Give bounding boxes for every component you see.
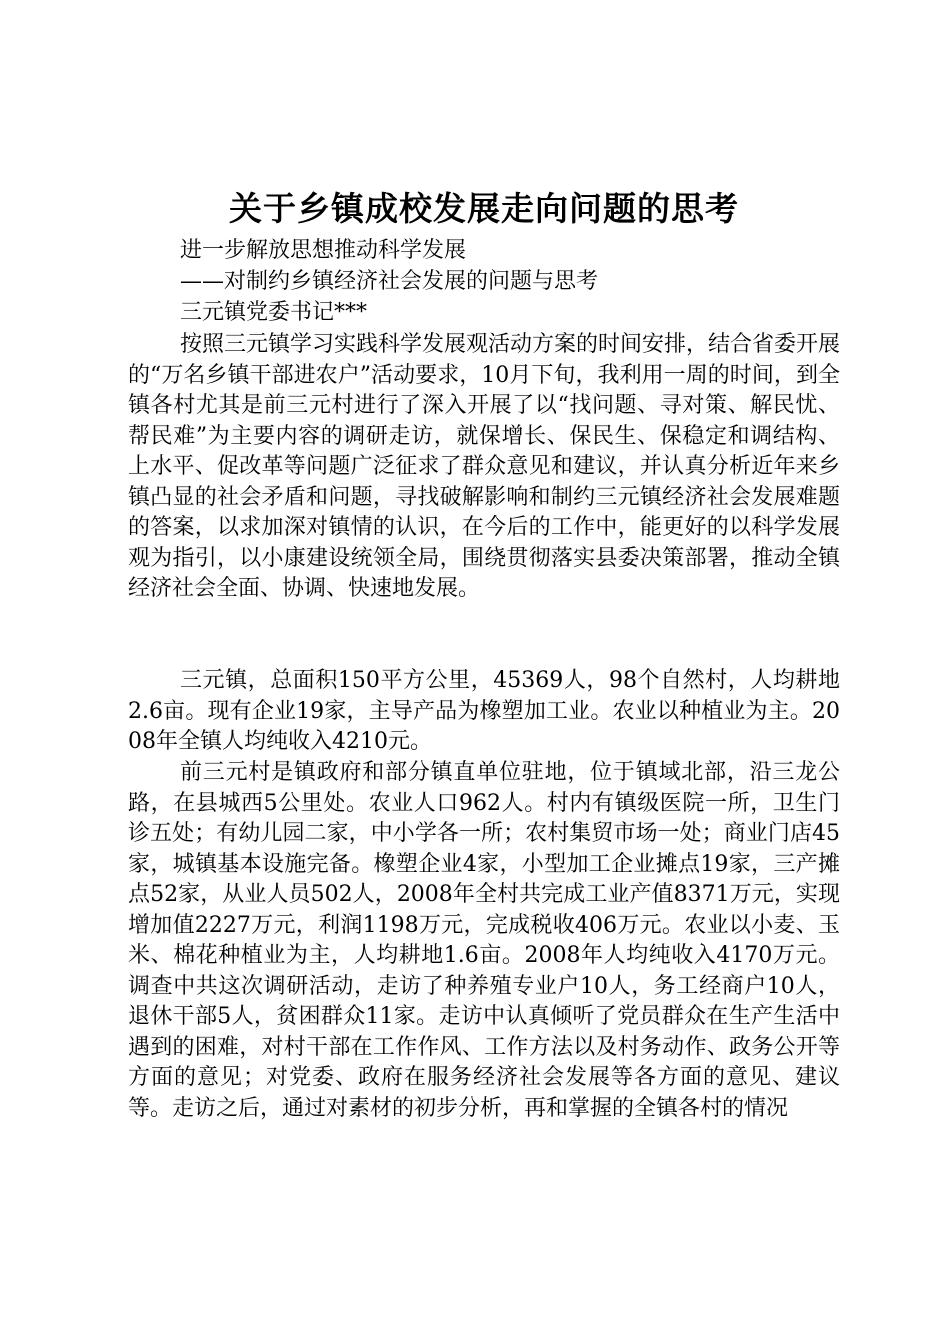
document-title: 关于乡镇成校发展走向问题的思考 [229, 189, 739, 228]
document-subtitle: 进一步解放思想推动科学发展 [180, 238, 467, 263]
document-author: 三元镇党委书记*** [180, 300, 368, 325]
body-paragraph: 前三元村是镇政府和部分镇直单位驻地，位于镇域北部，沿三龙公路，在县城西5公里处。农业人口962人。村内有镇级医院一所，卫生门诊五处；有幼儿园二家，中小学各一所；农村集贸市场一处；商业门店45家，城镇基本设施完备。橡塑企业4家，小型加工企业摊点19家，三产摊点52家，从业人员502人，2008年全村共完成工业产值8371万元，实现增加值2227万元，利润1198万元，完成税收406万元。农业以小麦、玉米、棉花种植业为主，人均耕地1.6亩。2008年人均纯收入4170万元。调查中共这次调研活动，走访了种养殖专业户10人，务工经商户10人，退休干部5人，贫困群众11家。走访中认真倾听了党员群众在生产生活中遇到的困难，对村干部在工作作风、工作方法以及村务动作、政务公开等方面的意见；对党委、政府在服务经济社会发展等各方面的意见、建议等。走访之后，通过对素材的初步分析，再和掌握的全镇各村的情况 [128, 760, 840, 1121]
document-page [128, 0, 840, 1344]
document-sub-subtitle: ——对制约乡镇经济社会发展的问题与思考 [180, 269, 599, 294]
body-paragraph: 按照三元镇学习实践科学发展观活动方案的时间安排，结合省委开展的“万名乡镇干部进农户”活动要求，10月下旬，我利用一周的时间，到全镇各村尤其是前三元村进行了深入开展了以“找问题、寻对策、解民忧、帮民难”为主要内容的调研走访，就保增长、保民生、保稳定和调结构、上水平、促改革等问题广泛征求了群众意见和建议，并认真分析近年来乡镇凸显的社会矛盾和问题，寻找破解影响和制约三元镇经济社会发展难题的答案，以求加深对镇情的认识，在今后的工作中，能更好的以科学发展观为指引，以小康建设统领全局，围绕贯彻落实县委决策部署，推动全镇经济社会全面、协调、快速地发展。 [128, 332, 841, 601]
body-paragraph: 三元镇，总面积150平方公里，45369人，98个自然村，人均耕地2.6亩。现有企业19家，主导产品为橡塑加工业。农业以种植业为主。2008年全镇人均纯收入4210元。 [128, 668, 840, 754]
